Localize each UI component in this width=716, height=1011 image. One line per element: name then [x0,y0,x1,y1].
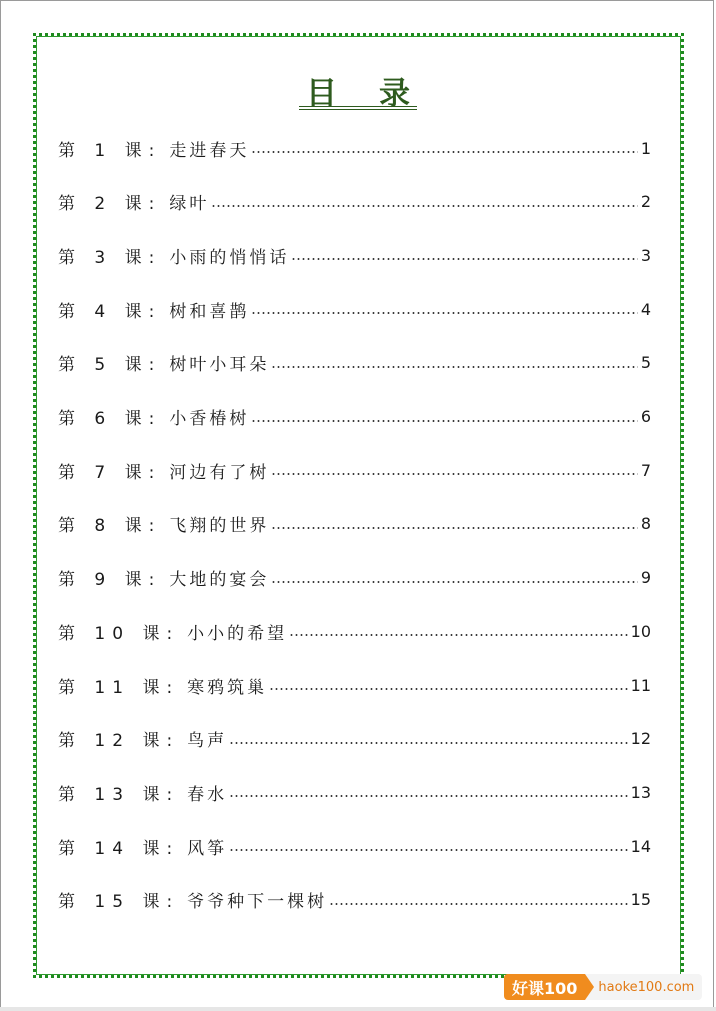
toc-entry[interactable] [58,832,651,860]
lesson-title: 树叶小耳朵 [169,355,270,376]
bottom-strip [0,1007,716,1011]
toc-entry[interactable] [58,188,651,216]
page-number: 1 [640,138,651,158]
page-number: 7 [640,460,651,480]
dot-leader [329,903,627,905]
lesson-number: 第 8 课: [58,516,162,537]
lesson-number: 第 14 课: [58,838,180,859]
watermark-url: haoke100.com [594,974,702,1000]
toc-entry[interactable] [58,295,651,323]
dot-leader [271,527,637,529]
lesson-title: 小小的希望 [187,623,288,644]
watermark-arrow-icon [585,974,594,1000]
dot-leader [271,366,637,368]
lesson-title: 走进春天 [169,140,250,161]
toc-entry[interactable] [58,725,651,753]
page-number: 11 [630,675,651,695]
lesson-number: 第 9 课: [58,570,162,591]
toc-entry[interactable] [58,241,651,269]
lesson-number: 第 12 课: [58,731,180,752]
dot-leader [229,795,627,797]
lesson-title: 树和喜鹊 [169,301,250,322]
dot-leader [211,205,637,207]
toc-entry[interactable] [58,671,651,699]
toc-entry[interactable] [58,456,651,484]
lesson-title: 河边有了树 [169,462,270,483]
lesson-title: 小香椿树 [169,409,250,429]
lesson-number: 第 15 课: [58,892,180,913]
lesson-number: 第 6 课: [58,409,162,429]
dot-leader [251,420,637,422]
page-number: 8 [640,514,651,534]
toc-entry[interactable] [58,564,651,592]
lesson-number: 第 5 课: [58,355,162,376]
toc-entry[interactable] [58,349,651,377]
page-number: 2 [640,192,651,212]
lesson-number: 第 13 课: [58,784,180,805]
lesson-title: 绿叶 [169,194,210,215]
toc-entry[interactable] [58,134,651,162]
dot-leader [269,688,627,690]
dot-leader [271,473,637,475]
dot-leader [251,312,637,314]
lesson-number: 第 10 课: [58,623,180,644]
lesson-title: 飞翔的世界 [169,516,270,537]
lesson-number: 第 1 课: [58,140,162,161]
watermark-badge [504,974,702,1000]
dot-leader [251,151,637,153]
lesson-title: 春水 [187,784,228,805]
dot-leader [229,849,627,851]
page-number: 10 [630,621,651,641]
watermark-brand: 好课100 [504,974,585,1000]
lesson-title: 风筝 [187,838,228,859]
toc-entry[interactable] [58,403,651,431]
page-number: 6 [640,407,651,426]
toc-entry[interactable] [58,886,651,914]
lesson-number: 第 4 课: [58,301,162,322]
lesson-number: 第 3 课: [58,247,162,268]
page-number: 9 [640,568,651,588]
lesson-title: 大地的宴会 [169,570,270,591]
dot-leader [291,258,637,260]
dot-leader [289,634,627,636]
page-number: 12 [630,729,651,749]
lesson-number: 第 11 课: [58,677,180,698]
lesson-title: 小雨的悄悄话 [169,247,290,268]
page-title: 目录 [306,76,452,112]
lesson-title: 鸟声 [187,731,228,752]
page-number: 15 [630,890,651,910]
page-number: 4 [640,299,651,319]
lesson-title: 寒鸦筑巢 [187,677,268,698]
page-number: 5 [640,353,651,373]
lesson-title: 爷爷种下一棵树 [187,892,328,913]
dot-leader [271,581,637,583]
title-underline [299,106,417,107]
lesson-number: 第 2 课: [58,194,162,215]
page-number: 13 [630,782,651,802]
page-number: 14 [630,836,651,856]
toc-entry[interactable] [58,510,651,538]
title-underline-second [299,109,417,110]
page-number: 3 [640,245,651,265]
toc-entry[interactable] [58,617,651,645]
toc-entry[interactable] [58,778,651,806]
lesson-number: 第 7 课: [58,462,162,483]
dot-leader [229,742,627,744]
